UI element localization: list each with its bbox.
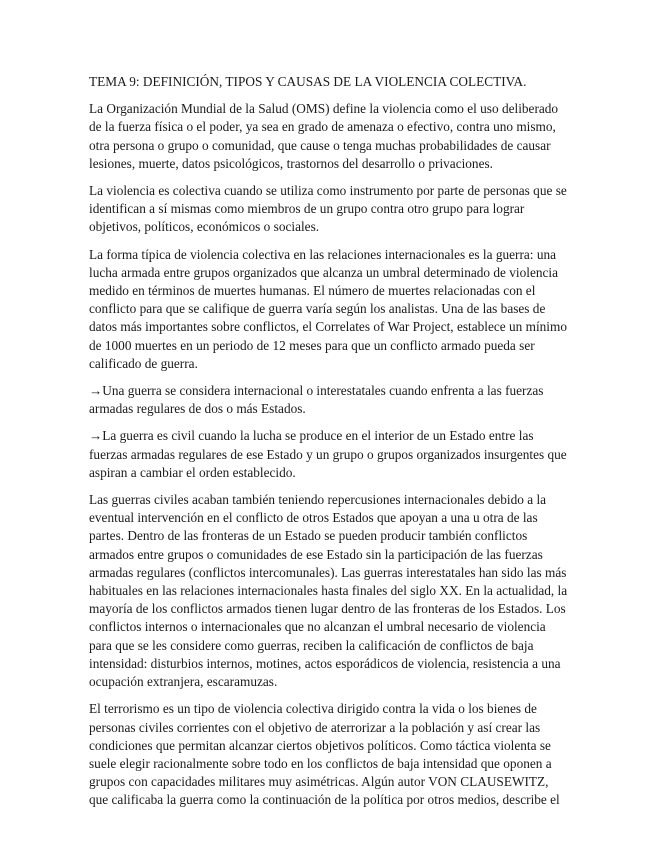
paragraph-war-definition: La forma típica de violencia colectiva en las relaciones internacionales es la guerra: una lucha armada entre grupos organizados que alcanza un umbral determinado de violencia medido en términos de muertes humanas. El número de muertes relacionadas con el conflicto para que se califique de guerra varía según los analistas. Una de las bases de datos más importantes sobre conflictos, el Correlates of War Project, establece un mínimo de 1000 muertes en un periodo de 12 meses para que un conflicto armado pueda ser calificado de guerra. (89, 246, 567, 371)
paragraph-collective-violence: La violencia es colectiva cuando se utiliza como instrumento por parte de personas que se identifican a sí mismas como miembros de un grupo contra otro grupo para lograr objetivos, políticos, económicos o sociales. (89, 183, 567, 235)
paragraph-oms-definition: La Organización Mundial de la Salud (OMS) define la violencia como el uso deliberado de la fuerza física o el poder, ya sea en grado de amenaza o efectivo, contra uno mismo, otra persona o grupo o comunidad, que cause o tenga muchas probabilidades de causar lesiones, muerte, datos psicológicos, trastornos del desarrollo o privaciones. (89, 101, 559, 171)
paragraph-international-war: →Una guerra se considera internacional o interestatales cuando enfrenta a las fuerzas armadas regulares de dos o más Estados. (89, 383, 544, 417)
paragraph-terrorism: El terrorismo es un tipo de violencia colectiva dirigido contra la vida o los bienes de personas civiles corrientes con el objetivo de aterrorizar a la población y así crear las condiciones que permitan alcanzar ciertos objetivos políticos. Como táctica violenta se suele elegir racionalmente sobre todo en los conflictos de baja intensidad que oponen a grupos con capacidades militares muy asimétricas. Algún autor VON CLAUSEWITZ, que calificaba la guerra como la continuación de la política por otros medios, describe el (89, 701, 560, 808)
paragraph-civil-war: →La guerra es civil cuando la lucha se produce en el interior de un Estado entre las fuerzas armadas regulares de ese Estado y un grupo o grupos organizados insurgentes que aspiran a cambiar el orden establecido. (89, 428, 567, 480)
document-page (89, 73, 569, 819)
paragraph-civil-war-repercussions: Las guerras civiles acaban también teniendo repercusiones internacionales debido a la eventual intervención en el conflicto de otros Estados que apoyan a una u otra de las partes. Dentro de las fronteras de un Estado se pueden producir también conflictos armados entre grupos o comunidades de ese Estado sin la participación de las fuerzas armadas regulares (conflictos intercomunales). Las guerras interestatales han sido las más habituales en las relaciones internacionales hasta finales del siglo XX. En la actualidad, la mayoría de los conflictos armados tienen lugar dentro de las fronteras de los Estados. Los conflictos internos o internacionales que no alcanzan el umbral necesario de violencia para que se les considere como guerras, reciben la calificación de conflictos de baja intensidad: disturbios internos, motines, actos esporádicos de violencia, resistencia a una ocupación extranjera, escaramuzas. (89, 492, 568, 690)
document-title: TEMA 9: DEFINICIÓN, TIPOS Y CAUSAS DE LA VIOLENCIA COLECTIVA. (89, 74, 527, 89)
